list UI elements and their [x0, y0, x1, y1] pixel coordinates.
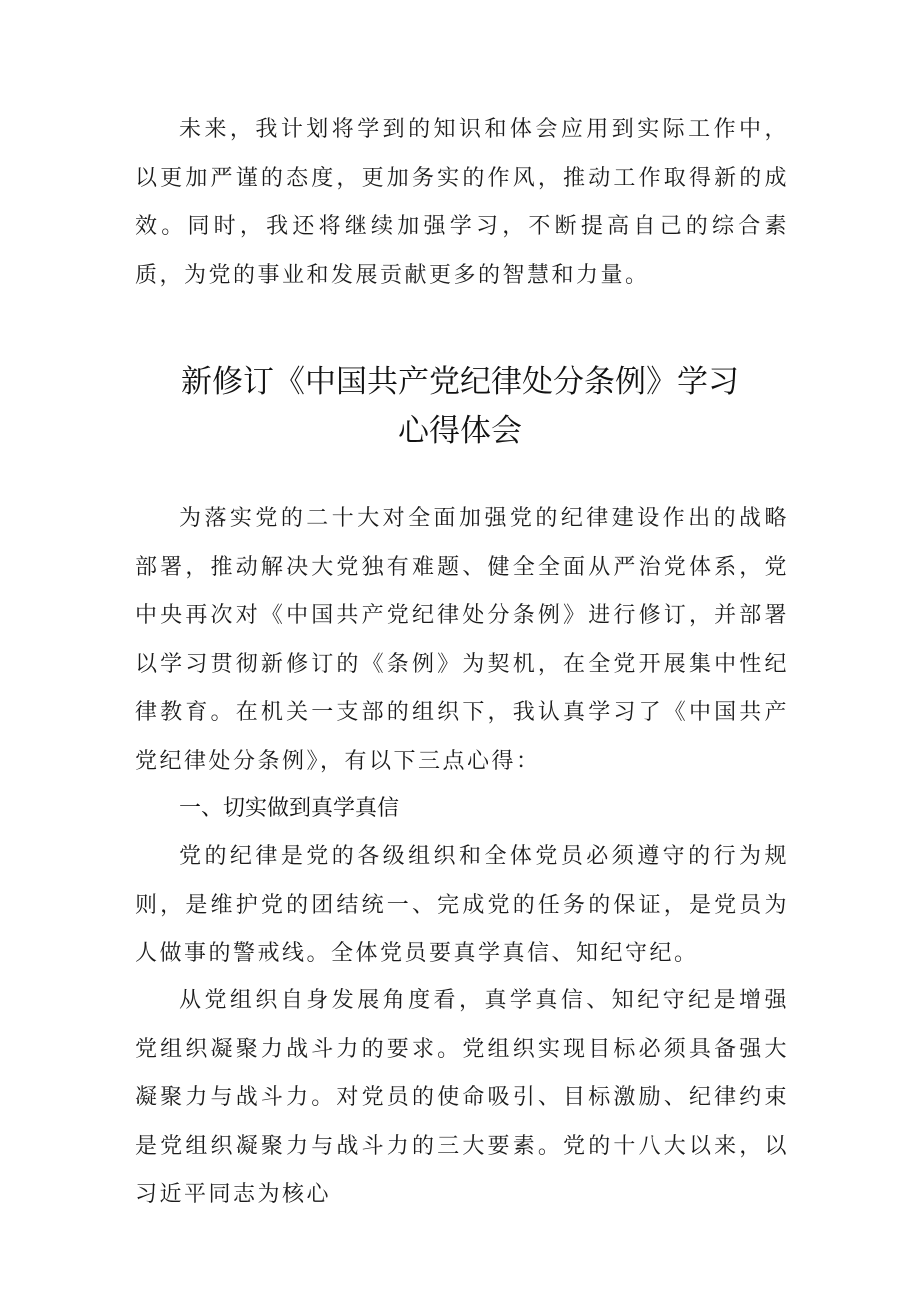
- document-title-line-1: 新修订《中国共产党纪律处分条例》学习: [181, 364, 739, 400]
- intro-paragraph: 未来，我计划将学到的知识和体会应用到实际工作中，以更加严谨的态度，更加务实的作风，推动工作取得新的成效。同时，我还将继续加强学习，不断提高自己的综合素质，为党的事业和发展贡献更多的智慧和力量。: [135, 117, 789, 288]
- document-title-line-2: 心得体会: [398, 413, 522, 449]
- body-paragraph-2: 党的纪律是党的各级组织和全体党员必须遵守的行为规则，是维护党的团结统一、完成党的任务的保证，是党员为人做事的警戒线。全体党员要真学真信、知纪守纪。: [135, 844, 789, 967]
- section-heading-1: 一、切实做到真学真信: [179, 796, 400, 821]
- body-paragraph-3: 从党组织自身发展角度看，真学真信、知纪守纪是增强党组织凝聚力战斗力的要求。党组织实现目标必须具备强大凝聚力与战斗力。对党员的使命吸引、目标激励、纪律约束是党组织凝聚力与战斗力的三大要素。党的十八大以来，以习近平同志为核心: [135, 988, 789, 1208]
- body-paragraph-1: 为落实党的二十大对全面加强党的纪律建设作出的战略部署，推动解决大党独有难题、健全全面从严治党体系，党中央再次对《中国共产党纪律处分条例》进行修订，并部署以学习贯彻新修订的《条例》为契机，在全党开展集中性纪律教育。在机关一支部的组织下，我认真学习了《中国共产党纪律处分条例》，有以下三点心得：: [135, 506, 789, 774]
